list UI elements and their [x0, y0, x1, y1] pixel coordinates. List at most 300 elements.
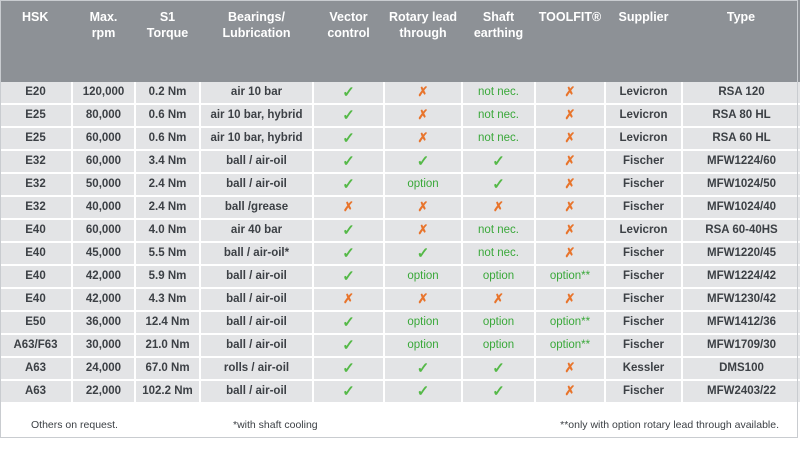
- cell-hsk: [0, 311, 72, 334]
- cell-bearings: [200, 242, 313, 265]
- cell-rotary-lead-through-check-icon: ✓: [416, 359, 430, 377]
- cell-supplier-value: Fischer: [623, 200, 664, 213]
- cell-type-value: RSA 60 HL: [712, 131, 771, 144]
- column-header-toolfit: [535, 0, 605, 82]
- cell-max-rpm: [72, 265, 135, 288]
- table-row: [0, 334, 800, 357]
- cell-toolfit-cross-icon: ✗: [564, 291, 576, 307]
- cell-toolfit-cross-icon: ✗: [564, 107, 576, 123]
- header-label-rpm: rpm: [91, 25, 116, 40]
- cell-torque: [135, 104, 200, 127]
- header-label-toolfit: TOOLFIT®: [538, 10, 602, 24]
- cell-shaft-earthing-value: not nec.: [478, 246, 519, 259]
- cell-supplier: [605, 127, 682, 150]
- cell-hsk: [0, 196, 72, 219]
- cell-hsk-value: A63: [24, 384, 47, 397]
- cell-toolfit: [535, 288, 605, 311]
- cell-hsk: [0, 357, 72, 380]
- cell-vector-control-check-icon: ✓: [342, 83, 355, 101]
- cell-type: [682, 150, 800, 173]
- cell-bearings-value: air 10 bar, hybrid: [210, 108, 303, 121]
- cell-bearings-value: air 10 bar, hybrid: [210, 131, 303, 144]
- cell-vector-control: [313, 334, 384, 357]
- cell-supplier: [605, 104, 682, 127]
- column-header-bearings: [200, 0, 313, 82]
- cell-supplier-value: Fischer: [623, 269, 664, 282]
- header-label-through: through: [399, 25, 447, 40]
- cell-toolfit: [535, 127, 605, 150]
- header-label-supplier: Supplier: [618, 10, 669, 24]
- cell-bearings-value: ball / air-oil: [226, 384, 287, 397]
- cell-max-rpm-value: 42,000: [85, 292, 122, 305]
- cell-toolfit-cross-icon: ✗: [564, 222, 576, 238]
- cell-max-rpm-value: 45,000: [85, 246, 122, 259]
- cell-type-value: MFW1412/36: [706, 315, 777, 328]
- cell-supplier: [605, 357, 682, 380]
- cell-toolfit: [535, 219, 605, 242]
- cell-shaft-earthing: [462, 357, 535, 380]
- cell-supplier-value: Fischer: [623, 292, 664, 305]
- table-row: [0, 357, 800, 380]
- header-label-control: control: [327, 25, 370, 40]
- header-label-torque: Torque: [146, 25, 189, 40]
- cell-max-rpm: [72, 288, 135, 311]
- cell-type: [682, 380, 800, 403]
- cell-rotary-lead-through-check-icon: ✓: [416, 244, 430, 262]
- header-label-rotary-lead: Rotary lead: [388, 10, 458, 24]
- cell-shaft-earthing: [462, 242, 535, 265]
- column-header-shaft-earthing: [462, 0, 535, 82]
- cell-supplier-value: Fischer: [623, 338, 664, 351]
- cell-rotary-lead-through-check-icon: ✓: [416, 382, 430, 400]
- cell-max-rpm: [72, 127, 135, 150]
- cell-hsk-value: E20: [25, 85, 46, 98]
- cell-type: [682, 265, 800, 288]
- cell-toolfit: [535, 173, 605, 196]
- cell-bearings-value: ball / air-oil: [226, 154, 287, 167]
- cell-torque: [135, 219, 200, 242]
- cell-type-value: RSA 120: [718, 85, 765, 98]
- cell-hsk-value: E25: [25, 108, 46, 121]
- header-row: [0, 0, 800, 82]
- cell-shaft-earthing-check-icon: ✓: [492, 175, 505, 193]
- cell-shaft-earthing: [462, 265, 535, 288]
- cell-hsk-value: E40: [25, 223, 46, 236]
- cell-torque-value: 12.4 Nm: [145, 315, 190, 328]
- cell-vector-control-check-icon: ✓: [342, 336, 355, 354]
- cell-toolfit: [535, 311, 605, 334]
- cell-max-rpm-value: 40,000: [85, 200, 122, 213]
- cell-toolfit-value: option**: [549, 315, 591, 328]
- cell-toolfit-cross-icon: ✗: [564, 199, 576, 215]
- header-label-bearings: Bearings/: [228, 10, 285, 24]
- cell-torque-value: 4.3 Nm: [148, 292, 187, 305]
- cell-type-value: MFW2403/22: [706, 384, 777, 397]
- table-row: [0, 104, 800, 127]
- cell-shaft-earthing-value: not nec.: [478, 131, 519, 144]
- cell-hsk-value: A63: [24, 361, 47, 374]
- cell-toolfit-cross-icon: ✗: [564, 360, 576, 376]
- cell-bearings: [200, 265, 313, 288]
- cell-hsk: [0, 127, 72, 150]
- table-row: [0, 150, 800, 173]
- header-label-vector: Vector: [329, 10, 368, 24]
- cell-torque: [135, 82, 200, 104]
- cell-toolfit-cross-icon: ✗: [564, 245, 576, 261]
- cell-rotary-lead-through-check-icon: ✓: [416, 152, 430, 170]
- cell-type: [682, 127, 800, 150]
- cell-supplier: [605, 288, 682, 311]
- column-header-torque: [135, 0, 200, 82]
- cell-vector-control: [313, 265, 384, 288]
- cell-rotary-lead-through: [384, 242, 462, 265]
- cell-shaft-earthing-value: option: [482, 315, 515, 328]
- cell-hsk: [0, 265, 72, 288]
- cell-torque-value: 2.4 Nm: [148, 200, 187, 213]
- cell-vector-control: [313, 104, 384, 127]
- cell-max-rpm: [72, 380, 135, 403]
- cell-hsk: [0, 219, 72, 242]
- cell-max-rpm: [72, 334, 135, 357]
- cell-shaft-earthing: [462, 82, 535, 104]
- cell-toolfit: [535, 334, 605, 357]
- cell-bearings: [200, 150, 313, 173]
- cell-rotary-lead-through: [384, 265, 462, 288]
- cell-torque: [135, 380, 200, 403]
- footer-note-right: **only with option rotary lead through available.: [560, 419, 779, 431]
- cell-hsk-value: E40: [25, 246, 46, 259]
- cell-max-rpm: [72, 242, 135, 265]
- cell-hsk: [0, 242, 72, 265]
- cell-vector-control: [313, 82, 384, 104]
- table-row: [0, 219, 800, 242]
- cell-rotary-lead-through: [384, 288, 462, 311]
- cell-supplier: [605, 334, 682, 357]
- cell-rotary-lead-through: [384, 196, 462, 219]
- cell-toolfit-cross-icon: ✗: [564, 176, 576, 192]
- cell-shaft-earthing-check-icon: ✓: [492, 382, 505, 400]
- cell-shaft-earthing: [462, 173, 535, 196]
- cell-hsk-value: E40: [25, 269, 46, 282]
- cell-toolfit-cross-icon: ✗: [564, 130, 576, 146]
- table-row: [0, 265, 800, 288]
- table-body: [0, 82, 800, 403]
- cell-type: [682, 334, 800, 357]
- footer-note-left: Others on request.: [31, 419, 118, 431]
- cell-rotary-lead-through: [384, 173, 462, 196]
- cell-shaft-earthing: [462, 288, 535, 311]
- cell-bearings-value: ball / air-oil: [226, 315, 287, 328]
- cell-vector-control-check-icon: ✓: [342, 106, 355, 124]
- cell-hsk-value: E32: [25, 177, 46, 190]
- cell-vector-control: [313, 288, 384, 311]
- table-row: [0, 242, 800, 265]
- cell-torque: [135, 311, 200, 334]
- cell-vector-control-check-icon: ✓: [342, 382, 355, 400]
- cell-supplier-value: Fischer: [623, 384, 664, 397]
- cell-max-rpm: [72, 104, 135, 127]
- cell-toolfit-value: option**: [549, 269, 591, 282]
- cell-torque: [135, 127, 200, 150]
- cell-rotary-lead-through-cross-icon: ✗: [417, 84, 429, 100]
- cell-toolfit: [535, 150, 605, 173]
- cell-rotary-lead-through: [384, 311, 462, 334]
- cell-vector-control-cross-icon: ✗: [343, 199, 354, 215]
- cell-supplier: [605, 242, 682, 265]
- cell-vector-control-cross-icon: ✗: [343, 291, 354, 307]
- cell-torque-value: 0.6 Nm: [148, 108, 187, 121]
- cell-rotary-lead-through-cross-icon: ✗: [417, 130, 429, 146]
- cell-max-rpm: [72, 311, 135, 334]
- cell-rotary-lead-through-cross-icon: ✗: [417, 199, 429, 215]
- cell-supplier: [605, 82, 682, 104]
- cell-max-rpm-value: 60,000: [85, 223, 122, 236]
- cell-rotary-lead-through: [384, 380, 462, 403]
- cell-max-rpm-value: 30,000: [85, 338, 122, 351]
- cell-hsk-value: E32: [25, 200, 46, 213]
- cell-vector-control: [313, 150, 384, 173]
- cell-rotary-lead-through: [384, 219, 462, 242]
- cell-hsk: [0, 288, 72, 311]
- column-header-vector-control: [313, 0, 384, 82]
- cell-rotary-lead-through: [384, 104, 462, 127]
- cell-shaft-earthing-check-icon: ✓: [492, 359, 505, 377]
- column-header-supplier: [605, 0, 682, 82]
- cell-supplier: [605, 265, 682, 288]
- cell-bearings-value: rolls / air-oil: [223, 361, 290, 374]
- cell-rotary-lead-through-value: option: [407, 338, 439, 351]
- cell-max-rpm-value: 60,000: [85, 154, 122, 167]
- cell-type-value: MFW1024/50: [706, 177, 777, 190]
- cell-hsk: [0, 104, 72, 127]
- header-label-lubrication: Lubrication: [222, 25, 291, 40]
- cell-torque-value: 3.4 Nm: [148, 154, 187, 167]
- cell-bearings: [200, 127, 313, 150]
- table-row: [0, 311, 800, 334]
- cell-type: [682, 104, 800, 127]
- cell-vector-control-check-icon: ✓: [342, 221, 355, 239]
- cell-rotary-lead-through-value: option: [407, 177, 439, 190]
- cell-type-value: RSA 80 HL: [712, 108, 771, 121]
- cell-torque: [135, 265, 200, 288]
- cell-supplier-value: Levicron: [619, 131, 668, 144]
- cell-supplier-value: Levicron: [619, 108, 668, 121]
- cell-shaft-earthing-value: not nec.: [478, 223, 519, 236]
- cell-supplier: [605, 219, 682, 242]
- cell-bearings: [200, 82, 313, 104]
- cell-supplier: [605, 196, 682, 219]
- cell-type-value: MFW1230/42: [706, 292, 777, 305]
- cell-vector-control-check-icon: ✓: [342, 152, 355, 170]
- cell-vector-control-check-icon: ✓: [342, 267, 355, 285]
- cell-toolfit: [535, 104, 605, 127]
- cell-shaft-earthing: [462, 127, 535, 150]
- cell-rotary-lead-through-value: option: [407, 269, 439, 282]
- cell-max-rpm-value: 24,000: [85, 361, 122, 374]
- cell-hsk-value: E25: [25, 131, 46, 144]
- cell-max-rpm-value: 22,000: [85, 384, 122, 397]
- cell-torque: [135, 196, 200, 219]
- cell-rotary-lead-through-value: option: [407, 315, 439, 328]
- cell-hsk: [0, 150, 72, 173]
- cell-max-rpm: [72, 219, 135, 242]
- cell-shaft-earthing-check-icon: ✓: [492, 152, 505, 170]
- cell-rotary-lead-through: [384, 357, 462, 380]
- cell-torque-value: 102.2 Nm: [142, 384, 193, 397]
- header-label-max: Max.: [89, 10, 118, 24]
- cell-vector-control-check-icon: ✓: [342, 129, 355, 147]
- header-label-type: Type: [726, 10, 756, 24]
- cell-shaft-earthing-value: not nec.: [478, 108, 519, 121]
- cell-supplier-value: Fischer: [623, 315, 664, 328]
- header-label-s1: S1: [159, 10, 176, 24]
- cell-torque-value: 0.2 Nm: [148, 85, 187, 98]
- cell-torque-value: 2.4 Nm: [148, 177, 187, 190]
- cell-shaft-earthing: [462, 311, 535, 334]
- cell-bearings-value: ball /grease: [224, 200, 289, 213]
- cell-rotary-lead-through: [384, 82, 462, 104]
- cell-hsk: [0, 334, 72, 357]
- table-row: [0, 82, 800, 104]
- cell-toolfit-value: option**: [549, 338, 591, 351]
- table-footer: [0, 403, 800, 450]
- cell-vector-control: [313, 127, 384, 150]
- cell-type-value: MFW1709/30: [706, 338, 777, 351]
- column-header-max-rpm: [72, 0, 135, 82]
- cell-bearings-value: ball / air-oil: [226, 269, 287, 282]
- cell-hsk: [0, 82, 72, 104]
- cell-supplier: [605, 380, 682, 403]
- cell-toolfit: [535, 380, 605, 403]
- cell-max-rpm-value: 80,000: [85, 108, 122, 121]
- table-header: [0, 0, 800, 82]
- cell-torque-value: 67.0 Nm: [145, 361, 190, 374]
- cell-bearings-value: ball / air-oil: [226, 292, 287, 305]
- cell-rotary-lead-through: [384, 334, 462, 357]
- cell-max-rpm-value: 36,000: [85, 315, 122, 328]
- cell-supplier: [605, 173, 682, 196]
- cell-bearings: [200, 288, 313, 311]
- cell-shaft-earthing: [462, 334, 535, 357]
- cell-toolfit: [535, 357, 605, 380]
- cell-torque-value: 5.9 Nm: [148, 269, 187, 282]
- cell-type: [682, 311, 800, 334]
- column-header-hsk: [0, 0, 72, 82]
- cell-shaft-earthing: [462, 150, 535, 173]
- cell-torque-value: 5.5 Nm: [148, 246, 187, 259]
- cell-bearings: [200, 104, 313, 127]
- cell-hsk: [0, 173, 72, 196]
- cell-max-rpm: [72, 150, 135, 173]
- cell-bearings-value: air 10 bar: [230, 85, 283, 98]
- cell-torque: [135, 288, 200, 311]
- cell-bearings-value: ball / air-oil*: [223, 246, 290, 259]
- table-row: [0, 127, 800, 150]
- cell-supplier: [605, 150, 682, 173]
- cell-shaft-earthing: [462, 380, 535, 403]
- cell-hsk-value: E40: [25, 292, 46, 305]
- cell-type-value: RSA 60-40HS: [705, 223, 778, 236]
- cell-max-rpm-value: 50,000: [85, 177, 122, 190]
- footer-note-middle: *with shaft cooling: [233, 419, 318, 431]
- cell-rotary-lead-through-cross-icon: ✗: [417, 107, 429, 123]
- footer-cell: [0, 403, 800, 450]
- cell-vector-control-check-icon: ✓: [342, 359, 355, 377]
- cell-rotary-lead-through: [384, 150, 462, 173]
- cell-hsk-value: E32: [25, 154, 46, 167]
- column-header-type: [682, 0, 800, 82]
- cell-shaft-earthing: [462, 196, 535, 219]
- cell-type: [682, 196, 800, 219]
- cell-toolfit: [535, 196, 605, 219]
- cell-rotary-lead-through-cross-icon: ✗: [417, 222, 429, 238]
- cell-shaft-earthing-cross-icon: ✗: [493, 199, 504, 215]
- cell-type: [682, 219, 800, 242]
- cell-torque: [135, 173, 200, 196]
- cell-bearings: [200, 357, 313, 380]
- cell-type: [682, 242, 800, 265]
- cell-toolfit-cross-icon: ✗: [564, 383, 576, 399]
- cell-supplier-value: Fischer: [623, 246, 664, 259]
- cell-shaft-earthing: [462, 104, 535, 127]
- cell-torque-value: 21.0 Nm: [145, 338, 190, 351]
- cell-max-rpm: [72, 82, 135, 104]
- table-row: [0, 288, 800, 311]
- cell-shaft-earthing-value: option: [482, 269, 515, 282]
- cell-bearings: [200, 173, 313, 196]
- header-label-shaft: Shaft: [482, 10, 515, 24]
- cell-toolfit: [535, 242, 605, 265]
- cell-type: [682, 82, 800, 104]
- cell-supplier-value: Levicron: [619, 223, 668, 236]
- cell-hsk-value: A63/F63: [13, 338, 58, 351]
- header-label-hsk: HSK: [22, 10, 49, 24]
- cell-shaft-earthing-cross-icon: ✗: [493, 291, 504, 307]
- cell-bearings: [200, 380, 313, 403]
- footer-row: [0, 403, 800, 450]
- cell-supplier-value: Fischer: [623, 154, 664, 167]
- cell-rotary-lead-through: [384, 127, 462, 150]
- cell-bearings-value: ball / air-oil: [226, 338, 287, 351]
- cell-vector-control-check-icon: ✓: [342, 175, 355, 193]
- cell-max-rpm: [72, 173, 135, 196]
- cell-vector-control-check-icon: ✓: [342, 313, 355, 331]
- cell-bearings: [200, 196, 313, 219]
- cell-bearings: [200, 311, 313, 334]
- cell-rotary-lead-through-cross-icon: ✗: [417, 291, 429, 307]
- column-header-rotary-lead-through: [384, 0, 462, 82]
- cell-type: [682, 173, 800, 196]
- cell-bearings: [200, 334, 313, 357]
- cell-max-rpm: [72, 357, 135, 380]
- cell-vector-control: [313, 311, 384, 334]
- cell-supplier-value: Levicron: [619, 85, 668, 98]
- cell-type-value: DMS100: [719, 361, 764, 374]
- cell-torque-value: 0.6 Nm: [148, 131, 187, 144]
- cell-vector-control: [313, 196, 384, 219]
- cell-toolfit-cross-icon: ✗: [564, 153, 576, 169]
- table-row: [0, 380, 800, 403]
- cell-vector-control: [313, 380, 384, 403]
- cell-type-value: MFW1024/40: [706, 200, 777, 213]
- cell-vector-control-check-icon: ✓: [342, 244, 355, 262]
- cell-torque-value: 4.0 Nm: [148, 223, 187, 236]
- header-label-earthing: earthing: [473, 25, 524, 40]
- cell-type: [682, 288, 800, 311]
- cell-torque: [135, 150, 200, 173]
- cell-supplier: [605, 311, 682, 334]
- cell-vector-control: [313, 219, 384, 242]
